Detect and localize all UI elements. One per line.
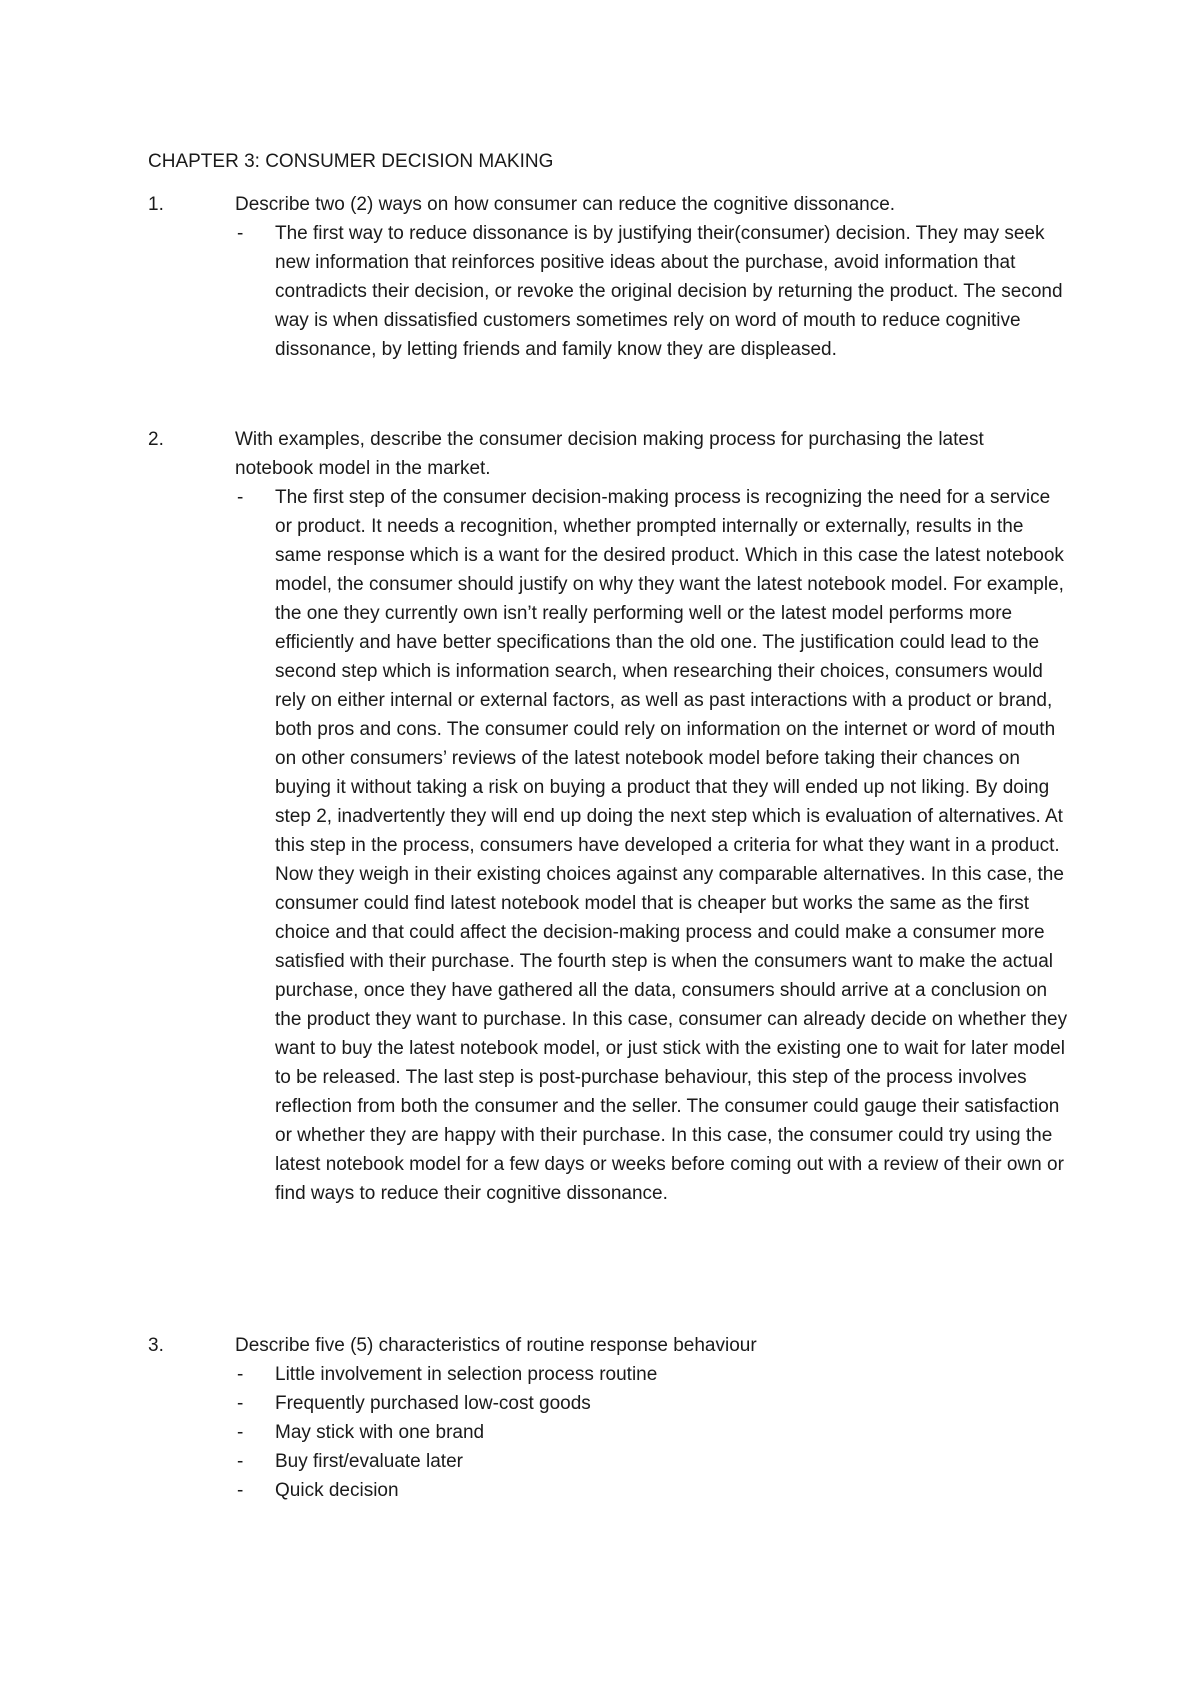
question-prompt: Describe two (2) ways on how consumer can reduce the cognitive dissonance.	[235, 194, 896, 215]
answer-text: Little involvement in selection process routine	[275, 1364, 658, 1385]
question-number: 3.	[148, 1335, 164, 1356]
answer-text: The first way to reduce dissonance is by justifying their(consumer) decision. They may seek new information that reinforces positive ideas about the purchase, avoid information that contradicts their decision, or revoke the original decision by returning the product. The second way is when dissatisfied customers sometimes rely on word of mouth to reduce cognitive dissonance, by letting friends and family know they are displeased.	[275, 223, 1063, 360]
answer-text: Buy first/evaluate later	[275, 1451, 463, 1472]
question-header	[148, 1331, 1068, 1360]
answer-item	[235, 1389, 1068, 1418]
question-number: 1.	[148, 194, 164, 215]
answer-item	[235, 1418, 1068, 1447]
answer-item	[235, 1476, 1068, 1505]
dash-bullet: -	[237, 1451, 244, 1472]
dash-bullet: -	[237, 1480, 244, 1501]
dash-bullet: -	[237, 1393, 244, 1414]
answer-text: Frequently purchased low-cost goods	[275, 1393, 591, 1414]
answer-item	[235, 1447, 1068, 1476]
answer-list	[235, 219, 1068, 364]
answer-text: May stick with one brand	[275, 1422, 485, 1443]
chapter-title: CHAPTER 3: CONSUMER DECISION MAKING	[148, 151, 554, 172]
question-number: 2.	[148, 429, 164, 450]
dash-bullet: -	[237, 487, 244, 508]
answer-item	[235, 1360, 1068, 1389]
dash-bullet: -	[237, 1422, 244, 1443]
question-3	[148, 1331, 1068, 1505]
question-prompt: Describe five (5) characteristics of routine response behaviour	[235, 1335, 757, 1356]
answer-list	[235, 1360, 1068, 1505]
question-1	[148, 190, 1068, 364]
answer-item	[235, 483, 1068, 1208]
question-2	[148, 425, 1068, 1208]
answer-list	[235, 483, 1068, 1208]
question-prompt: With examples, describe the consumer decision making process for purchasing the latest notebook model in the market.	[235, 429, 984, 479]
dash-bullet: -	[237, 1364, 244, 1385]
answer-item	[235, 219, 1068, 364]
answer-text: Quick decision	[275, 1480, 399, 1501]
question-header	[148, 190, 1068, 219]
question-header	[148, 425, 1068, 483]
answer-text: The first step of the consumer decision-making process is recognizing the need for a service or product. It needs a recognition, whether prompted internally or externally, results in the same response which is a want for the desired product. Which in this case the latest notebook model, the consumer should justify on why they want the latest notebook model. For example, the one they currently own isn’t really performing well or the latest model performs more efficiently and have better specifications than the old one. The justification could lead to the second step which is information search, when researching their choices, consumers would rely on either internal or external factors, as well as past interactions with a product or brand, both pros and cons. The consumer could rely on information on the internet or word of mouth on other consumers’ reviews of the latest notebook model before taking their chances on buying it without taking a risk on buying a product that they will ended up not liking. By doing step 2, inadvertently they will end up doing the next step which is evaluation of alternatives. At this step in the process, consumers have developed a criteria for what they want in a product. Now they weigh in their existing choices against any comparable alternatives. In this case, the consumer could find latest notebook model that is cheaper but works the same as the first choice and that could affect the decision-making process and could make a consumer more satisfied with their purchase. The fourth step is when the consumers want to make the actual purchase, once they have gathered all the data, consumers should arrive at a conclusion on the product they want to purchase. In this case, consumer can already decide on whether they want to buy the latest notebook model, or just stick with the existing one to wait for later model to be released. The last step is post-purchase behaviour, this step of the process involves reflection from both the consumer and the seller. The consumer could gauge their satisfaction or whether they are happy with their purchase. In this case, the consumer could try using the latest notebook model for a few days or weeks before coming out with a review of their own or find ways to reduce their cognitive dissonance.	[275, 487, 1068, 1204]
dash-bullet: -	[237, 223, 244, 244]
